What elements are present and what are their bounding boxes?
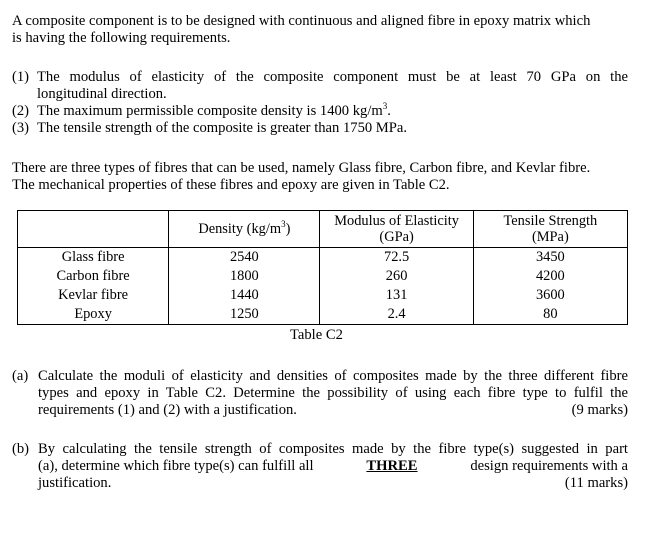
- question-b-line-3: justification.: [38, 475, 112, 491]
- requirement-3-number: (3): [12, 120, 30, 136]
- row-material: Kevlar fibre: [18, 286, 169, 305]
- fibres-intro-line-1: There are three types of fibres that can be used, namely Glass fibre, Carbon fibre, and Kevlar fibre.: [12, 160, 591, 176]
- row-strength: 3450: [473, 248, 627, 268]
- table-row: [18, 267, 628, 286]
- requirement-1-text-cont: longitudinal direction.: [37, 86, 167, 102]
- requirement-2-text: The maximum permissible composite density is 1400 $kg/m^3$.: [37, 101, 391, 119]
- row-density: 1250: [169, 305, 320, 325]
- row-density: 2540: [169, 248, 320, 268]
- requirement-1-number: (1): [12, 69, 30, 85]
- question-a-line-3: requirements (1) and (2) with a justification.: [38, 402, 297, 418]
- row-strength: 80: [473, 305, 627, 325]
- requirement-3-text: The tensile strength of the composite is greater than 1750 MPa.: [37, 120, 408, 136]
- row-strength: 3600: [473, 286, 627, 305]
- question-a-label: (a): [12, 368, 29, 384]
- row-material: Epoxy: [18, 305, 169, 325]
- row-modulus: 260: [320, 267, 473, 286]
- table-row: [18, 248, 628, 268]
- question-b-line-2: (a), determine which fibre type(s) can fulfill all THREE design requirements with a: [38, 458, 628, 474]
- table-header-row: [18, 211, 628, 248]
- row-material: Carbon fibre: [18, 267, 169, 286]
- row-material: Glass fibre: [18, 248, 169, 268]
- row-modulus: 131: [320, 286, 473, 305]
- emphasis-three: THREE: [366, 458, 418, 474]
- row-strength: 4200: [473, 267, 627, 286]
- question-a-line-1: Calculate the moduli of elasticity and densities of composites made by the three different fibre: [38, 368, 628, 384]
- table-caption: Table C2: [290, 327, 343, 343]
- row-density: 1440: [169, 286, 320, 305]
- row-modulus: 2.4: [320, 305, 473, 325]
- requirement-1-text: The modulus of elasticity of the composite component must be at least 70 GPa on the: [37, 69, 628, 85]
- question-b-marks: (11 marks): [564, 475, 628, 491]
- properties-table: [17, 210, 628, 325]
- question-a-marks: (9 marks): [571, 402, 628, 418]
- table-row: [18, 305, 628, 325]
- header-density: Density $(kg/m^3)$: [169, 211, 320, 248]
- intro-line-2: is having the following requirements.: [12, 30, 231, 46]
- header-material: [18, 211, 169, 248]
- header-tensile-strength: Tensile Strength (MPa): [473, 211, 627, 248]
- table-row: [18, 286, 628, 305]
- requirement-2-number: (2): [12, 103, 30, 119]
- question-b-line-1: By calculating the tensile strength of composites made by the fibre type(s) suggested in part: [38, 441, 628, 457]
- intro-line-1: A composite component is to be designed with continuous and aligned fibre in epoxy matrix which: [12, 13, 591, 29]
- question-a-line-2: types and epoxy in Table C2. Determine the possibility of using each fibre type to fulfil the: [38, 385, 628, 401]
- fibres-intro-line-2: The mechanical properties of these fibres and epoxy are given in Table C2.: [12, 177, 450, 193]
- row-density: 1800: [169, 267, 320, 286]
- row-modulus: 72.5: [320, 248, 473, 268]
- question-b-label: (b): [12, 441, 30, 457]
- header-modulus: Modulus of Elasticity (GPa): [320, 211, 473, 248]
